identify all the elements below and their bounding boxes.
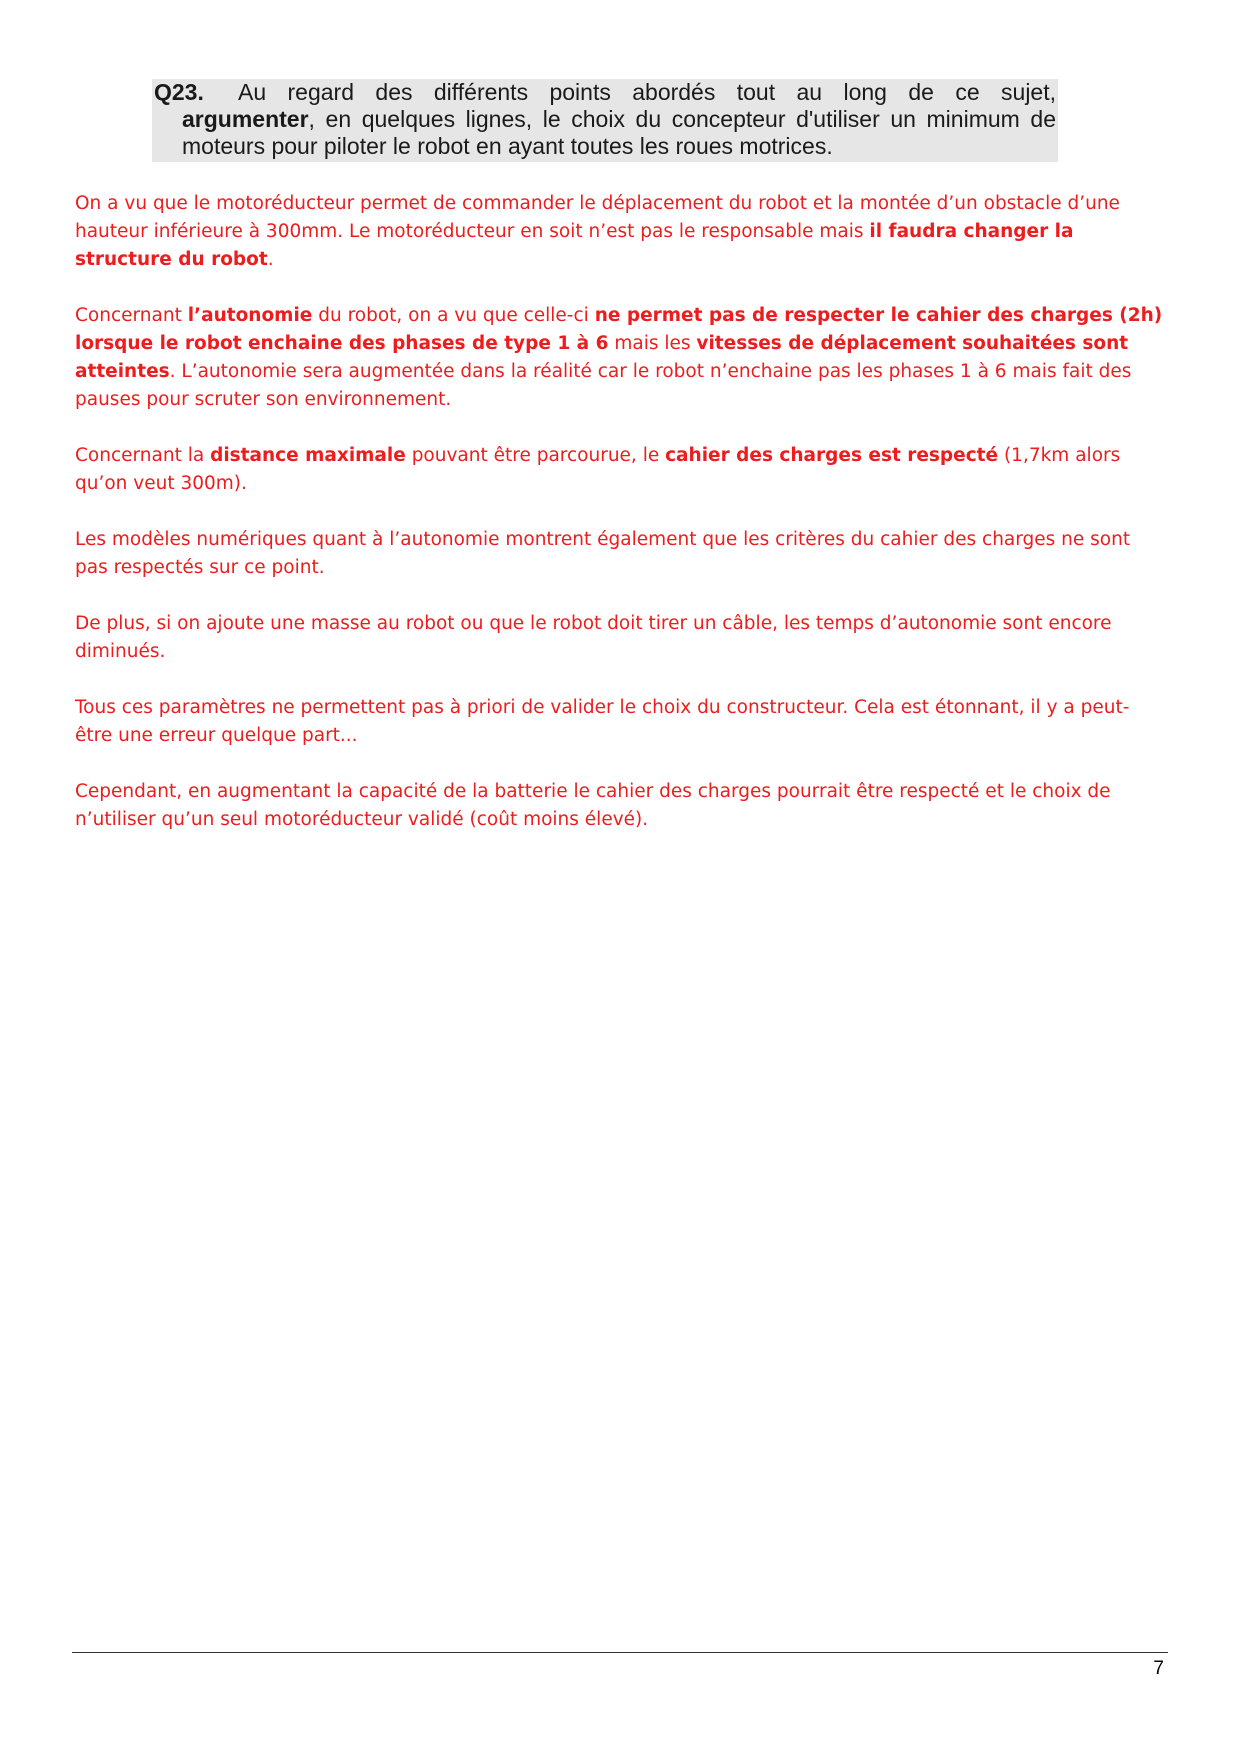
page-number: 7 — [1153, 1658, 1164, 1679]
question-keyword: argumenter — [182, 106, 309, 132]
answer-emphasis: ne permet pas de respecter le cahier des charges (2h) lorsque le robot enchaine des phases de type 1 à 6 — [75, 305, 1163, 354]
answer-text: On a vu que le motoréducteur permet de commander le déplacement du robot et la montée d’un obstacle d’une hauteur inférieure à 300mm. Le motoréducteur en soit n’est pas le responsable mais — [75, 193, 1120, 242]
answer-paragraph-5: De plus, si on ajoute une masse au robot ou que le robot doit tirer un câble, les temps d’autonomie sont encore diminués. — [75, 613, 1112, 662]
answer-paragraph-7: Cependant, en augmentant la capacité de la batterie le cahier des charges pourrait être respecté et le choix de n’utiliser qu’un seul motoréducteur validé (coût moins élevé). — [75, 781, 1111, 830]
question-line-1 — [154, 79, 1056, 106]
answer-emphasis: vitesses de déplacement souhaitées sont atteintes — [75, 333, 1129, 382]
answer-body — [75, 190, 1165, 862]
answer-text: du robot, on a vu que celle-ci — [312, 305, 595, 326]
question-line-2 — [154, 106, 1056, 133]
question-number: Q23. — [154, 79, 204, 105]
answer-paragraph-2 — [75, 302, 1165, 414]
answer-text: . — [267, 249, 274, 270]
answer-emphasis: distance maximale — [210, 445, 406, 466]
answer-text: mais les — [608, 333, 697, 354]
answer-emphasis: l’autonomie — [187, 305, 313, 326]
answer-paragraph-3 — [75, 442, 1165, 498]
answer-text: Concernant — [75, 305, 188, 326]
answer-paragraph-6: Tous ces paramètres ne permettent pas à priori de valider le choix du constructeur. Cela est étonnant, il y a peut-être une erreur quelque part... — [75, 697, 1130, 746]
answer-text: pouvant être parcourue, le — [405, 445, 666, 466]
answer-text: Concernant la — [75, 445, 211, 466]
answer-text: (1,7km alors qu’on veut 300m). — [75, 445, 1121, 494]
answer-emphasis: il faudra changer la structure du robot — [75, 221, 1074, 270]
question-line-3: moteurs pour piloter le robot en ayant toutes les roues motrices. — [182, 133, 833, 159]
answer-emphasis: cahier des charges est respecté — [665, 445, 999, 466]
answer-text: . L’autonomie sera augmentée dans la réalité car le robot n’enchaine pas les phases 1 à 6 mais fait des pauses pour scruter son environnement. — [75, 361, 1132, 410]
answer-paragraph-4: Les modèles numériques quant à l’autonomie montrent également que les critères du cahier des charges ne sont pas respectés sur ce point. — [75, 529, 1131, 578]
footer-divider — [72, 1652, 1168, 1653]
question-box — [152, 79, 1058, 162]
question-line-1-text: Au regard des différents points abordés tout au long de ce sujet, — [238, 79, 1056, 105]
answer-paragraph-1 — [75, 190, 1165, 274]
question-line-2-text: , en quelques lignes, le choix du concepteur d'utiliser un minimum de — [308, 106, 1056, 132]
